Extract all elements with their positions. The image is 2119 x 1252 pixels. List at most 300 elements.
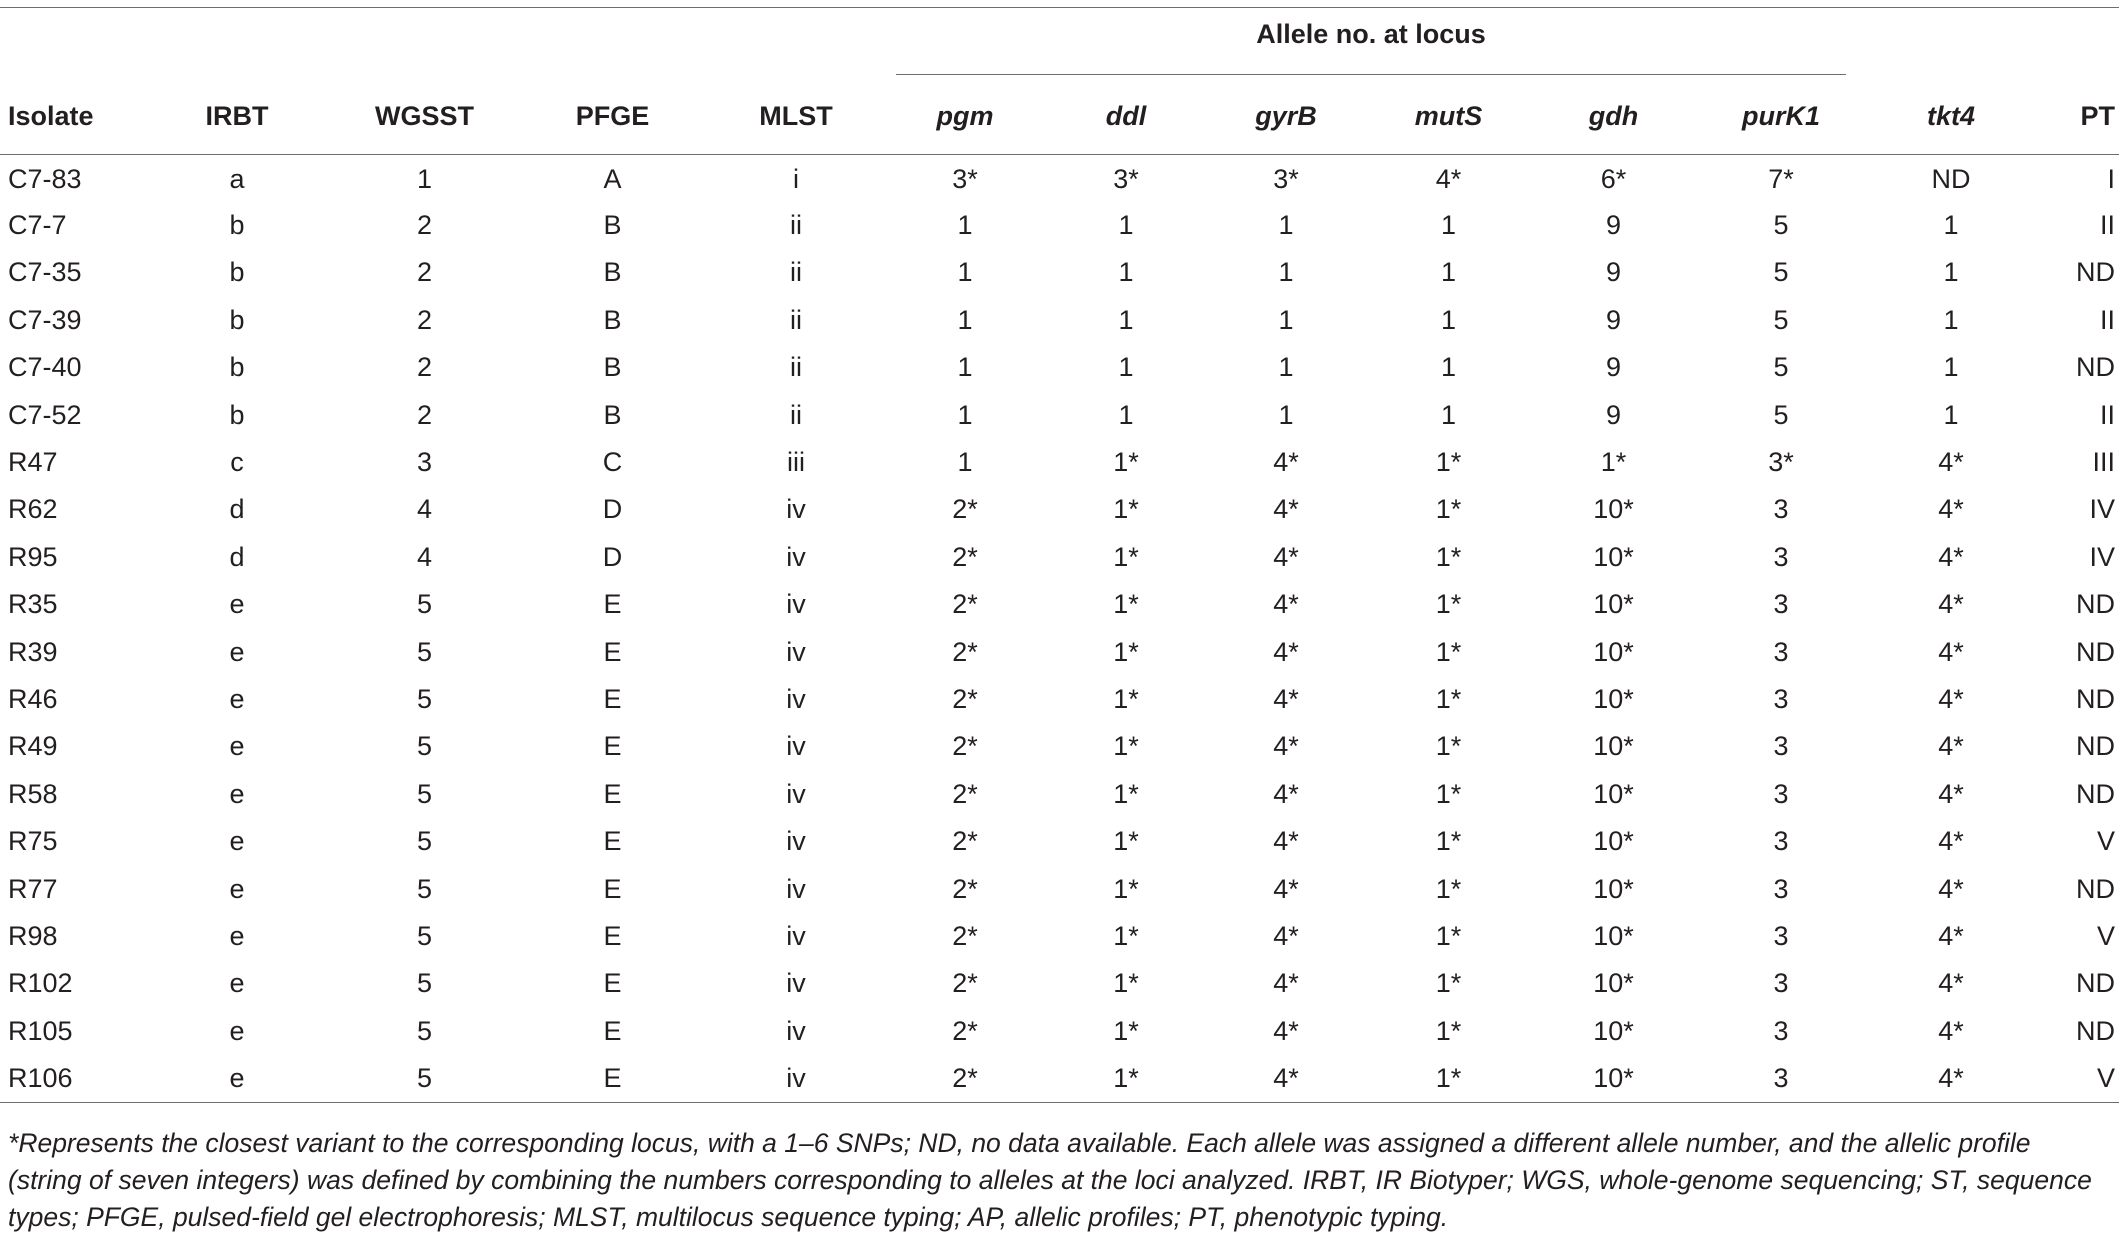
table-row [0,391,2119,438]
cell-muts: 1* [1435,778,1462,809]
cell-pgm: 2* [952,920,978,951]
cell-wgsst: 5 [416,873,433,904]
cell-isolate: R49 [8,731,58,762]
cell-mlst: iv [786,873,806,904]
cell-isolate: R75 [8,826,58,857]
cell-ddl: 1* [1113,920,1139,951]
cell-wgsst: 5 [332,1055,517,1102]
cell-gyrb: 1 [1278,304,1294,335]
cell-gdh: 10* [1593,541,1634,572]
cell-tkt4: 1 [1943,352,1959,383]
cell-pgm: 1 [957,304,973,335]
column-header-ddl: ddl [1105,101,1147,132]
cell-pgm: 2* [952,683,978,714]
cell-tkt4: 1 [1943,257,1959,288]
column-header-purk1: purK1 [1741,101,1820,132]
cell-muts: 1* [1435,494,1462,525]
cell-pt: II [2099,304,2115,335]
cell-gyrb: 4* [1273,873,1299,904]
cell-tkt4: 4* [1938,968,1964,999]
cell-irbt: b [229,399,245,430]
cell-pgm: 2* [884,1055,1046,1102]
cell-irbt: e [229,636,245,667]
cell-gdh: 9 [1605,210,1622,241]
table-row [0,723,2119,770]
cell-pgm: 2* [952,494,978,525]
cell-gdh: 1* [1600,447,1627,478]
cell-tkt4: 4* [1938,636,1964,667]
cell-wgsst: 5 [416,920,433,951]
cell-mlst: iv [786,826,806,857]
allele-group-header [884,8,1866,80]
cell-pgm: 2* [952,873,978,904]
cell-mlst: iv [786,920,806,951]
cell-tkt4: 4* [1938,683,1964,714]
column-header-pgm: pgm [936,101,994,132]
cell-purk1: 3 [1696,1055,1866,1102]
cell-gyrb: 4* [1273,968,1299,999]
cell-gdh: 10* [1593,636,1634,667]
cell-irbt: e [229,968,245,999]
table-row [0,818,2119,865]
cell-mlst: ii [790,352,802,383]
cell-purk1: 3 [1773,826,1789,857]
cell-muts: 1* [1435,1015,1462,1046]
cell-wgsst: 2 [416,352,433,383]
cell-ddl: 1* [1113,541,1139,572]
cell-irbt: b [229,304,245,335]
cell-wgsst: 5 [416,778,433,809]
cell-pt: III [2092,447,2115,478]
cell-pfge: D [602,494,623,525]
table-footnote: *Represents the closest variant to the corresponding locus, with a 1–6 SNPs; ND, no data available. Each allele was assigned a different allele number, and the allelic profile (string of seven integers) was defined by combining the numbers corresponding to alleles at the loci analyzed. IRBT, IR Biotyper; WGS, whole-genome sequencing; ST, sequence types; PFGE, pulsed-field gel electrophoresis; MLST, multilocus sequence typing; AP, allelic profiles; PT, phenotypic typing. [8,1128,2092,1232]
cell-tkt4: 1 [1943,399,1959,430]
cell-mlst: iv [786,589,806,620]
cell-pfge: E [603,636,622,667]
cell-irbt: e [229,731,245,762]
cell-tkt4: 4* [1938,920,1964,951]
cell-pgm: 2* [952,731,978,762]
cell-muts: 1* [1435,589,1462,620]
cell-gdh: 10* [1531,1055,1696,1102]
cell-pfge: A [603,163,622,194]
cell-tkt4: 4* [1866,1055,2036,1102]
cell-pt: I [2107,163,2115,194]
cell-isolate: R46 [8,683,58,714]
cell-gdh: 9 [1605,399,1622,430]
cell-pt: V [2096,920,2115,951]
cell-isolate: C7-40 [8,352,82,383]
cell-purk1: 3 [1773,778,1789,809]
cell-gyrb: 1 [1278,257,1294,288]
cell-mlst: iv [786,778,806,809]
cell-ddl: 1* [1113,826,1139,857]
cell-pgm: 1 [957,257,973,288]
cell-tkt4: 4* [1938,731,1964,762]
cell-wgsst: 4 [416,494,433,525]
cell-gdh: 10* [1593,873,1634,904]
cell-pgm: 2* [952,589,978,620]
cell-muts: 1* [1435,447,1462,478]
cell-tkt4: 4* [1938,778,1964,809]
column-header-pt: PT [2080,101,2115,132]
table-row [0,865,2119,912]
cell-isolate: R39 [8,636,58,667]
cell-gdh: 10* [1593,494,1634,525]
cell-gyrb: 4* [1273,731,1299,762]
cell-wgsst: 2 [416,257,433,288]
cell-irbt: e [142,1055,332,1102]
cell-irbt: e [229,873,245,904]
cell-irbt: e [229,920,245,951]
cell-ddl: 3* [1113,163,1139,194]
cell-gdh: 10* [1593,589,1634,620]
column-header-gdh: gdh [1588,101,1639,132]
cell-pt: II [2099,210,2115,241]
column-header-pfge: PFGE [575,101,650,132]
table-row [0,581,2119,628]
cell-isolate: R47 [8,447,58,478]
cell-isolate: C7-35 [8,257,82,288]
cell-wgsst: 5 [416,826,433,857]
cell-gdh: 10* [1593,826,1634,857]
cell-wgsst: 3 [416,447,433,478]
cell-mlst: iv [786,968,806,999]
table-row [0,202,2119,249]
cell-isolate: R106 [0,1055,142,1102]
cell-pt: ND [2076,731,2115,762]
cell-gdh: 10* [1593,920,1634,951]
cell-muts: 1* [1435,920,1462,951]
cell-pgm: 3* [952,163,978,194]
cell-purk1: 3* [1768,447,1794,478]
cell-irbt: b [229,257,245,288]
cell-muts: 1 [1440,352,1457,383]
cell-purk1: 3 [1773,968,1789,999]
cell-purk1: 3 [1773,636,1789,667]
cell-wgsst: 2 [416,304,433,335]
table-row [0,534,2119,581]
cell-ddl: 1* [1113,968,1139,999]
cell-wgsst: 5 [416,589,433,620]
column-header-mlst: MLST [759,101,833,132]
cell-gdh: 10* [1593,731,1634,762]
cell-isolate: R98 [8,920,58,951]
column-header-irbt: IRBT [205,101,269,132]
cell-purk1: 3 [1773,589,1789,620]
cell-mlst: i [793,163,799,194]
cell-ddl: 1 [1118,352,1134,383]
cell-gyrb: 3* [1273,163,1299,194]
cell-isolate: C7-83 [8,163,82,194]
cell-pt: IV [2089,541,2115,572]
cell-pfge: D [602,541,623,572]
cell-pt: II [2099,399,2115,430]
cell-isolate: R77 [8,873,58,904]
cell-irbt: e [229,826,245,857]
cell-isolate: R62 [8,494,58,525]
cell-ddl: 1* [1113,778,1139,809]
column-header-wgsst: WGSST [375,101,474,132]
cell-ddl: 1 [1118,257,1134,288]
cell-ddl: 1* [1113,1015,1139,1046]
cell-pfge: E [517,1055,708,1102]
cell-pt: ND [2076,968,2115,999]
cell-gyrb: 4* [1273,826,1299,857]
cell-isolate: R102 [8,968,73,999]
cell-wgsst: 2 [416,399,433,430]
cell-ddl: 1* [1113,494,1139,525]
column-header-muts: mutS [1414,101,1483,132]
cell-pt: IV [2089,494,2115,525]
cell-pgm: 1 [957,447,973,478]
cell-irbt: e [229,589,245,620]
table-row [0,960,2119,1007]
table-row [0,486,2119,533]
cell-mlst: iv [786,636,806,667]
cell-ddl: 1 [1118,210,1134,241]
cell-pfge: E [603,1015,622,1046]
cell-gyrb: 1 [1278,399,1294,430]
cell-purk1: 5 [1773,304,1789,335]
cell-mlst: ii [790,304,802,335]
cell-pfge: E [603,873,622,904]
cell-gyrb: 1 [1278,352,1294,383]
table-row [0,344,2119,391]
cell-pfge: B [603,257,622,288]
cell-isolate: C7-52 [8,399,82,430]
cell-gyrb: 4* [1273,447,1299,478]
cell-pfge: E [603,826,622,857]
cell-tkt4: 1 [1943,210,1959,241]
cell-purk1: 3 [1773,683,1789,714]
cell-wgsst: 4 [416,541,433,572]
cell-purk1: 7* [1768,163,1794,194]
cell-tkt4: 4* [1938,1015,1964,1046]
allele-group-label: Allele no. at locus [896,13,1846,75]
table-row [0,155,2119,202]
cell-mlst: iv [786,683,806,714]
column-header-row [0,80,2119,155]
cell-pfge: B [603,304,622,335]
cell-pt: ND [2076,1015,2115,1046]
cell-pfge: C [602,447,623,478]
cell-ddl: 1 [1118,399,1134,430]
cell-pt: ND [2076,352,2115,383]
cell-mlst: iv [786,494,806,525]
cell-isolate: C7-39 [8,304,82,335]
cell-isolate: C7-7 [8,210,67,241]
cell-mlst: iv [786,1015,806,1046]
cell-muts: 1 [1440,399,1457,430]
table-row [0,771,2119,818]
cell-pt: ND [2076,257,2115,288]
cell-gdh: 10* [1593,968,1634,999]
cell-tkt4: 4* [1938,447,1964,478]
cell-ddl: 1* [1113,447,1139,478]
table-row [0,1055,2119,1102]
cell-muts: 1 [1440,304,1457,335]
cell-pfge: E [603,778,622,809]
table-row [0,676,2119,723]
cell-gyrb: 4* [1273,541,1299,572]
cell-tkt4: ND [1931,163,1971,194]
cell-mlst: ii [790,210,802,241]
cell-irbt: e [229,683,245,714]
cell-pt: ND [2076,636,2115,667]
column-header-isolate: Isolate [8,101,94,132]
cell-muts: 1 [1440,257,1457,288]
cell-purk1: 5 [1773,257,1789,288]
cell-pgm: 2* [952,636,978,667]
cell-ddl: 1* [1113,589,1139,620]
cell-purk1: 3 [1773,541,1789,572]
cell-pgm: 2* [952,826,978,857]
cell-purk1: 3 [1773,873,1789,904]
cell-wgsst: 5 [416,968,433,999]
cell-tkt4: 4* [1938,541,1964,572]
cell-pfge: E [603,731,622,762]
cell-gdh: 9 [1605,304,1622,335]
cell-gyrb: 4* [1273,589,1299,620]
cell-pfge: B [603,352,622,383]
cell-pgm: 1 [957,210,973,241]
cell-pgm: 2* [952,1015,978,1046]
cell-wgsst: 5 [416,731,433,762]
cell-ddl: 1* [1046,1055,1206,1102]
cell-pt: ND [2076,589,2115,620]
table-body [0,155,2119,1103]
cell-mlst: iv [786,731,806,762]
cell-pt: V [2096,826,2115,857]
cell-pt: ND [2076,873,2115,904]
cell-ddl: 1* [1113,731,1139,762]
cell-gdh: 10* [1593,778,1634,809]
cell-pgm: 1 [957,399,973,430]
cell-pt: ND [2076,683,2115,714]
cell-muts: 1* [1366,1055,1531,1102]
cell-isolate: R95 [8,541,58,572]
cell-gdh: 6* [1600,163,1627,194]
cell-muts: 1* [1435,541,1462,572]
cell-gyrb: 4* [1206,1055,1366,1102]
cell-gdh: 10* [1593,683,1634,714]
cell-ddl: 1* [1113,683,1139,714]
cell-irbt: e [229,1015,245,1046]
cell-gdh: 9 [1605,352,1622,383]
cell-irbt: b [229,352,245,383]
cell-wgsst: 1 [416,163,433,194]
cell-isolate: R105 [8,1015,73,1046]
cell-purk1: 3 [1773,1015,1789,1046]
cell-purk1: 5 [1773,210,1789,241]
cell-pt: ND [2076,778,2115,809]
cell-pgm: 2* [952,968,978,999]
cell-ddl: 1* [1113,636,1139,667]
cell-irbt: e [229,778,245,809]
cell-irbt: d [229,541,245,572]
cell-pfge: B [603,399,622,430]
cell-irbt: d [229,494,245,525]
cell-tkt4: 4* [1938,826,1964,857]
cell-gyrb: 4* [1273,494,1299,525]
cell-gyrb: 4* [1273,683,1299,714]
table-row [0,913,2119,960]
cell-ddl: 1 [1118,304,1134,335]
cell-mlst: ii [790,257,802,288]
cell-pfge: B [603,210,622,241]
cell-muts: 1* [1435,826,1462,857]
column-header-tkt4: tkt4 [1926,101,1975,132]
cell-mlst: iv [786,541,806,572]
cell-muts: 4* [1435,163,1462,194]
table-row [0,297,2119,344]
typing-results-table [0,7,2119,1103]
cell-ddl: 1* [1113,873,1139,904]
cell-tkt4: 4* [1938,494,1964,525]
cell-irbt: b [229,210,245,241]
cell-pfge: E [603,589,622,620]
cell-gdh: 10* [1593,1015,1634,1046]
table-row [0,628,2119,675]
cell-wgsst: 5 [416,1015,433,1046]
cell-muts: 1* [1435,968,1462,999]
cell-purk1: 3 [1773,920,1789,951]
group-header-row [0,8,2119,80]
cell-pfge: E [603,968,622,999]
table-row [0,439,2119,486]
cell-muts: 1 [1440,210,1457,241]
cell-pgm: 2* [952,541,978,572]
cell-irbt: c [230,447,244,478]
cell-gdh: 9 [1605,257,1622,288]
cell-gyrb: 1 [1278,210,1294,241]
cell-wgsst: 5 [416,683,433,714]
cell-tkt4: 4* [1938,873,1964,904]
cell-wgsst: 5 [416,636,433,667]
cell-gyrb: 4* [1273,778,1299,809]
cell-pt: V [2036,1055,2119,1102]
cell-purk1: 5 [1773,352,1789,383]
cell-pfge: E [603,920,622,951]
cell-muts: 1* [1435,731,1462,762]
cell-wgsst: 2 [416,210,433,241]
cell-muts: 1* [1435,636,1462,667]
table-row [0,249,2119,296]
cell-pgm: 1 [957,352,973,383]
cell-irbt: a [229,163,245,194]
column-header-gyrb: gyrB [1255,101,1317,132]
cell-gyrb: 4* [1273,636,1299,667]
cell-mlst: iii [787,447,805,478]
cell-pgm: 2* [952,778,978,809]
cell-isolate: R58 [8,778,58,809]
cell-isolate: R35 [8,589,58,620]
cell-purk1: 3 [1773,494,1789,525]
cell-pfge: E [603,683,622,714]
cell-gyrb: 4* [1273,920,1299,951]
cell-tkt4: 1 [1943,304,1959,335]
cell-gyrb: 4* [1273,1015,1299,1046]
cell-mlst: ii [790,399,802,430]
table-row [0,1008,2119,1055]
cell-purk1: 3 [1773,731,1789,762]
cell-purk1: 5 [1773,399,1789,430]
cell-tkt4: 4* [1938,589,1964,620]
cell-muts: 1* [1435,873,1462,904]
cell-mlst: iv [708,1055,884,1102]
cell-muts: 1* [1435,683,1462,714]
